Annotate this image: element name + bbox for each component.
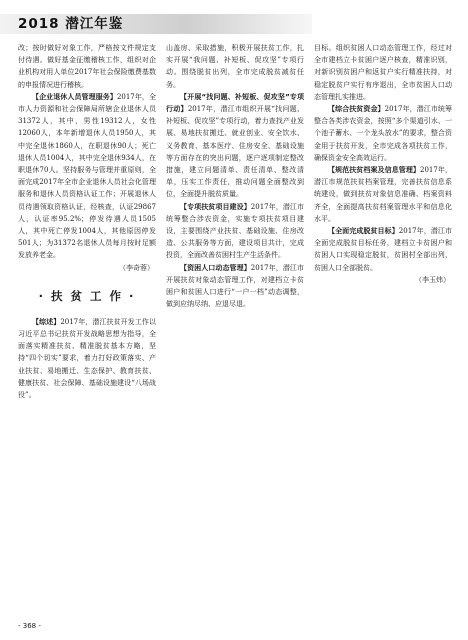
text-column-1 xyxy=(18,42,156,618)
entry-heading: 【综合扶贫资金】 xyxy=(328,105,385,114)
paragraph: 改；按时做好对象工作，严格按文件规定支付待遇。做好基金征缴稽核工作，组织对企业机构对用人单位2017年社会保险缴费基数的申报情况进行稽核。 xyxy=(18,44,156,89)
paragraph xyxy=(314,103,452,164)
entry-text: 2017年，潜江市开展扶贫对象动态管理工作，对建档立卡贫困户和贫困人口进行“一户一档”动态调整，做到应纳尽纳、应退尽退。 xyxy=(166,263,304,309)
entry-heading: 【规范扶贫档案及信息管理】 xyxy=(328,166,421,175)
author-signature: （李玉炜） xyxy=(415,275,450,284)
paragraph xyxy=(166,91,304,201)
paragraph xyxy=(166,201,304,262)
entry-text: 2017年，潜江扶贫开发工作以习近平总书记扶贫开发战略思想为指导，全面落实精准扶贫、精准脱贫基本方略，坚持“四个切实”要求，着力打好政策落实、产业扶贫、易地搬迁、生态保护、教育扶贫、健康扶贫、社会保障、基础设施建设“八场战役”。 xyxy=(18,317,156,400)
paragraph xyxy=(166,262,304,311)
paragraph: 山盖房、采取措施，积极开展扶贫工作，扎实开展“我问题、补短板、促攻坚”专项行动。围绕脱贫出列，全市完成脱贫减贫任务。 xyxy=(166,44,304,89)
paragraph xyxy=(314,225,452,274)
entry-text: 2017年，潜江市组织开展“找问题、补短板、促攻坚”专项行动，着力查找产业发展、易地扶贫搬迁、就业创业、安全饮水、义务教育、基本医疗、住房安全、基础设施等方面存在的突出问题，逐户逐项制定整改措施，建立问题清单、责任清单、整改清单，压实工作责任，推动问题全面整改到位，全面提升脱贫质量。 xyxy=(166,105,304,199)
entry-text: 2017年，全市人力资源和社会保障局所辖企业退休人员31372人，其中，男性19312人，女性12060人，本年新增退休人员1950人，其中完全退休1860人，在职退休90人；死亡退休人员1004人，其中完全退休934人，在职退休70人。坚持服务与管理并重原则，全面完成2017年全市企业退休人员社会化管理服务和退休人员资格认证工作；开展退休人员待遇领取资格认证，经核查，认证29867人，认证率95.2%；停发待遇人员1505人，其中死亡停发1004人，其他原因停发501人；为31372名退休人员每月按时足额发放养老金。 xyxy=(18,92,156,260)
entry-heading: 【企业退休人员管理服务】 xyxy=(32,92,117,101)
text-column-3 xyxy=(314,42,452,618)
entry-heading: 【开展“找问题、补短板、促攻坚”专项行动】 xyxy=(166,92,304,114)
entry-text: 2017年，潜江市全面完成脱贫目标任务，建档立卡贫困户和贫困人口实现稳定脱贫，贫困村全部出列，贫困人口全部脱贫。 xyxy=(314,227,452,272)
paragraph xyxy=(314,164,452,225)
entry-heading: 【资困人口动态管理】 xyxy=(180,263,251,272)
page-number: - 368 - xyxy=(18,622,41,630)
text-column-2 xyxy=(166,42,304,618)
entry-heading: 【专项扶贫项目建设】 xyxy=(180,202,251,211)
paragraph xyxy=(18,91,156,262)
author-signature: （李奇蓉） xyxy=(119,263,154,272)
entry-text: 2017年，潜江市统筹整合各类涉农资金，按照“多个渠道引水、一个池子蓄水、一个龙头放水”的要求，整合资金用于扶贫开发，全市完成各项扶贫工作，确保资金安全高效运行。 xyxy=(314,105,452,162)
paragraph xyxy=(18,316,156,401)
page-header-title: 2018 潜江年鉴 xyxy=(18,16,124,32)
entry-heading: 【全面完成脱贫目标】 xyxy=(328,227,399,236)
entry-text: 2017年，潜江市统筹整合涉农资金，实施专项扶贫项目建设，主要围绕产业扶贫、基础设施、住房改造、公共服务等方面，建设项目共计，完成投资，全面改善贫困村生产生活条件。 xyxy=(166,202,304,260)
entry-heading: 【综述】 xyxy=(32,317,61,326)
entry-text: 2017年，潜江市规范扶贫档案管理，完善扶贫信息系统建设，做到扶贫对象信息准确、档案资料齐全，全面提高扶贫档案管理水平和信息化水平。 xyxy=(314,166,452,223)
paragraph: 目标。组织贫困人口动态管理工作，经过对全市建档立卡贫困户逐户核查，精准识别，对新识别贫困户和返贫户实行精准扶持，对稳定脱贫户实行有序退出，全市贫困人口动态管理扎实推进。 xyxy=(314,44,452,101)
section-title: · 扶 贫 工 作 · xyxy=(38,288,136,303)
